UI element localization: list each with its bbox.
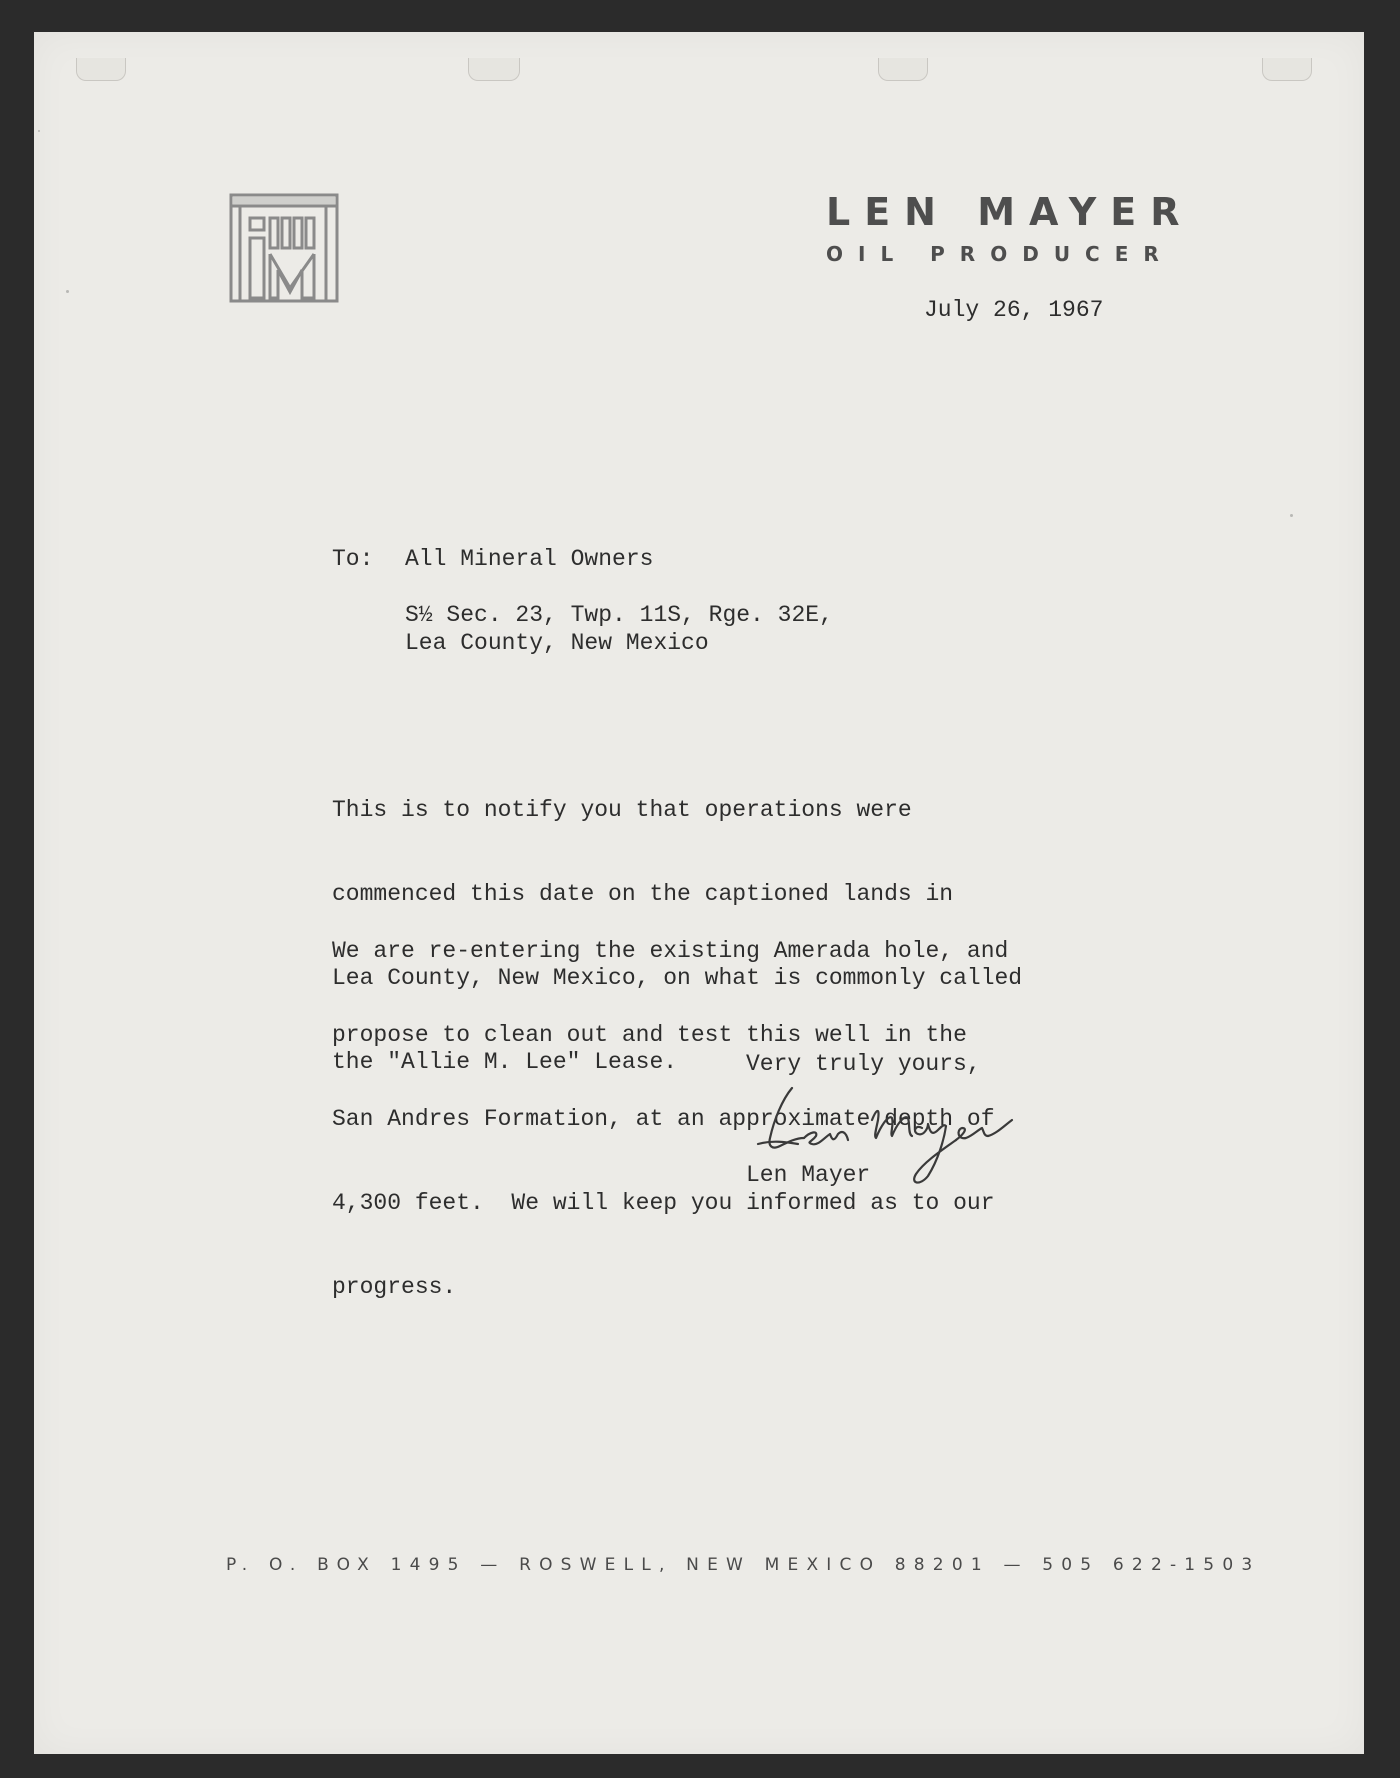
paragraph-line: progress. xyxy=(332,1274,457,1300)
letterhead-title: OIL PRODUCER xyxy=(826,242,1174,266)
paragraph-line: We are re-entering the existing Amerada hole, and xyxy=(332,938,1009,964)
paragraph-line: commenced this date on the captioned lands in xyxy=(332,881,954,907)
paper-tab-mark xyxy=(1262,58,1312,81)
scan-speck xyxy=(1290,514,1293,517)
letter-date: July 26, 1967 xyxy=(924,297,1104,323)
signature-text: Len Mayer xyxy=(752,1080,757,1081)
paragraph-line: San Andres Formation, at an approximate depth of xyxy=(332,1106,995,1132)
property-description-line: Lea County, New Mexico xyxy=(405,630,709,656)
letterhead-footer-address: P. O. BOX 1495 — ROSWELL, NEW MEXICO 88201 — 505 622-1503 xyxy=(226,1555,1261,1575)
paragraph-line: Lea County, New Mexico, on what is commonly called xyxy=(332,965,1023,991)
scan-speck xyxy=(66,290,69,293)
paragraph-line: 4,300 feet. We will keep you informed as to our xyxy=(332,1190,995,1216)
paragraph-line: This is to notify you that operations were xyxy=(332,797,912,823)
to-label: To: xyxy=(332,546,374,572)
letterhead-name: LEN MAYER xyxy=(826,190,1194,234)
paragraph-line: the "Allie M. Lee" Lease. xyxy=(332,1049,678,1075)
signer-name: Len Mayer xyxy=(746,1162,871,1188)
lm-monogram-logo xyxy=(228,192,340,304)
paper-tab-mark xyxy=(878,58,928,81)
paragraph-line: propose to clean out and test this well in the xyxy=(332,1022,967,1048)
paper-tab-mark xyxy=(76,58,126,81)
closing-salutation: Very truly yours, xyxy=(746,1051,981,1077)
scan-speck xyxy=(38,130,40,132)
recipient-name: All Mineral Owners xyxy=(405,546,654,572)
property-description-line: S½ Sec. 23, Twp. 11S, Rge. 32E, xyxy=(405,602,833,628)
paper-tab-mark xyxy=(468,58,520,81)
